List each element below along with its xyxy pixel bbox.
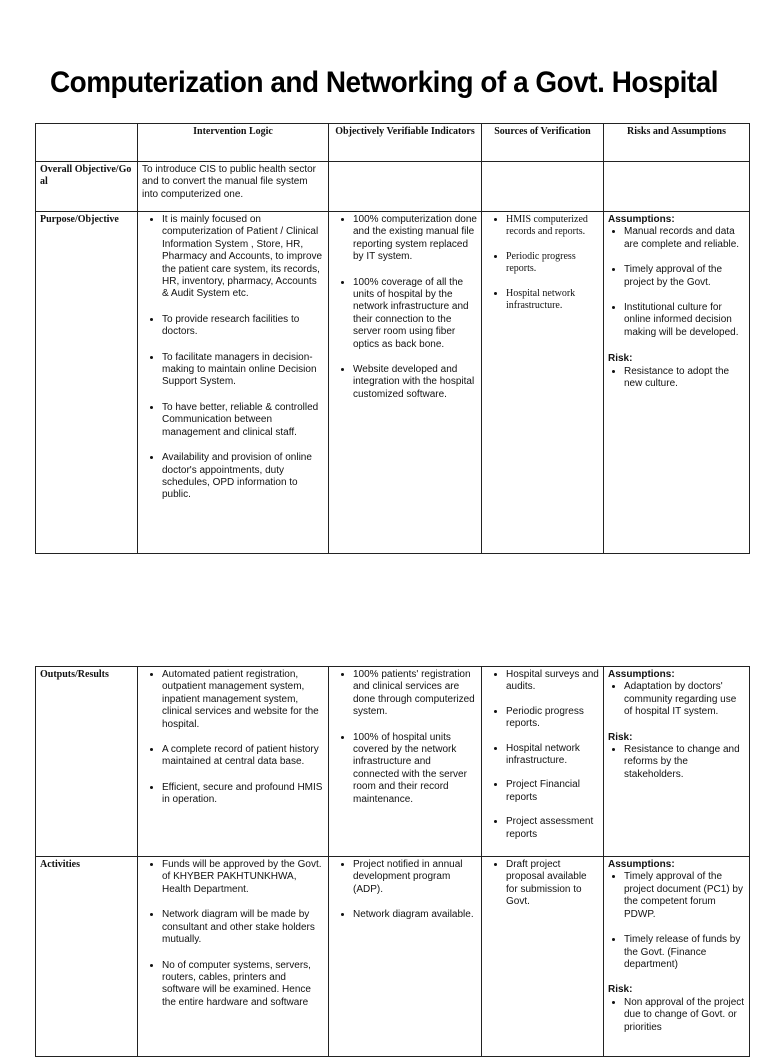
list-item: • No of computer systems, servers, routers, cables, printers and software will be examined. Hence the entire hardware and software [162,960,324,1010]
list-item: • Availability and provision of online doctor's appointments, duty schedules, OPD information to public. [162,452,324,502]
overall-indicators [329,162,482,212]
header-row [36,124,750,162]
logframe-table-part-1 [35,123,750,554]
list-item: • A complete record of patient history maintained at central data base. [162,744,324,769]
outputs-sources [482,667,604,857]
list-item: • Periodic progress reports. [506,706,599,731]
overall-label: Overall Objective/Goal [36,162,138,212]
purpose-row [36,212,750,554]
header-risks: Risks and Assumptions [604,124,750,162]
list-item: • Institutional culture for online informed decision making will be developed. [624,302,745,339]
list-item: • 100% computerization done and the existing manual file reporting system replaced by IT system. [353,214,477,264]
risk-label: Risk: [608,984,633,996]
list-item: • Project notified in annual development program (ADP). [353,859,477,896]
activities-row [36,857,750,1057]
list-item: • Resistance to adopt the new culture. [624,366,745,391]
list-item: • HMIS computerized records and reports. [506,214,599,239]
list-item: • 100% coverage of all the units of hospital by the network infrastructure and their connection to the server room using fiber optics as back bone. [353,277,477,351]
list-item: • Automated patient registration, outpatient management system, inpatient management system, clinical services and website for the hospital. [162,669,324,731]
outputs-logic [138,667,329,857]
list-item: • Funds will be approved by the Govt. of KHYBER PAKHTUNKHWA, Health Department. [162,859,324,896]
list-item: • Website developed and integration with the hospital customized software. [353,364,477,401]
outputs-indicators [329,667,482,857]
overall-sources [482,162,604,212]
risk-label: Risk: [608,731,633,743]
logframe-table-part-2 [35,666,750,1057]
list-item: • Manual records and data are complete and reliable. [624,226,745,251]
list-item: • Hospital surveys and audits. [506,669,599,694]
list-item: • Network diagram available. [353,909,477,921]
list-item: • Non approval of the project due to change of Govt. or priorities [624,997,745,1034]
purpose-sources [482,212,604,554]
list-item: • 100% of hospital units covered by the network infrastructure and connected with the server room and their record maintenance. [353,732,477,806]
list-item: • Draft project proposal available for submission to Govt. [506,859,599,909]
list-item: • Hospital network infrastructure. [506,288,599,313]
activities-sources [482,857,604,1057]
outputs-risks [604,667,750,857]
list-item: • To have better, reliable & controlled Communication between management and clinical staff. [162,402,324,439]
page-title: Computerization and Networking of a Govt. Hospital [49,66,719,99]
outputs-label: Outputs/Results [36,667,138,857]
assumptions-label: Assumptions: [608,669,675,680]
list-item: • Project Financial reports [506,779,599,804]
list-item: • Periodic progress reports. [506,251,599,276]
header-sources: Sources of Verification [482,124,604,162]
purpose-risks [604,212,750,554]
assumptions-label: Assumptions: [608,214,675,225]
list-item: • Timely approval of the project by the Govt. [624,264,745,289]
list-item: • Adaptation by doctors' community regarding use of hospital IT system. [624,681,745,718]
list-item: • Efficient, secure and profound HMIS in operation. [162,782,324,807]
list-item: • To provide research facilities to doctors. [162,314,324,339]
purpose-logic [138,212,329,554]
risk-label: Risk: [608,353,633,365]
assumptions-label: Assumptions: [608,859,675,871]
list-item: • Hospital network infrastructure. [506,743,599,768]
header-intervention-logic: Intervention Logic [138,124,329,162]
header-blank [36,124,138,162]
purpose-label: Purpose/Objective [36,212,138,554]
list-item: • Project assessment reports [506,816,599,841]
overall-logic: To introduce CIS to public health sector and to convert the manual file system into computerized one. [138,162,329,212]
list-item: • It is mainly focused on computerization of Patient / Clinical Information System , Store, HR, Pharmacy and Accounts, to improve the patient care system, its records, HR, inventory, pharmacy, Accounts & Audit System etc. [162,214,324,301]
overall-risks [604,162,750,212]
header-indicators: Objectively Verifiable Indicators [329,124,482,162]
activities-risks [604,857,750,1057]
list-item: • Timely release of funds by the Govt. (Finance department) [624,934,745,971]
list-item: • Timely approval of the project document (PC1) by the competent forum PDWP. [624,871,745,921]
list-item: • To facilitate managers in decision-making to maintain online Decision Support System. [162,352,324,389]
purpose-indicators [329,212,482,554]
list-item: • Resistance to change and reforms by the stakeholders. [624,744,745,781]
outputs-row [36,667,750,857]
list-item: • Network diagram will be made by consultant and other stake holders mutually. [162,909,324,946]
activities-label: Activities [36,857,138,1057]
overall-row [36,162,750,212]
activities-indicators [329,857,482,1057]
list-item: • 100% patients' registration and clinical services are done through computerized system. [353,669,477,719]
activities-logic [138,857,329,1057]
